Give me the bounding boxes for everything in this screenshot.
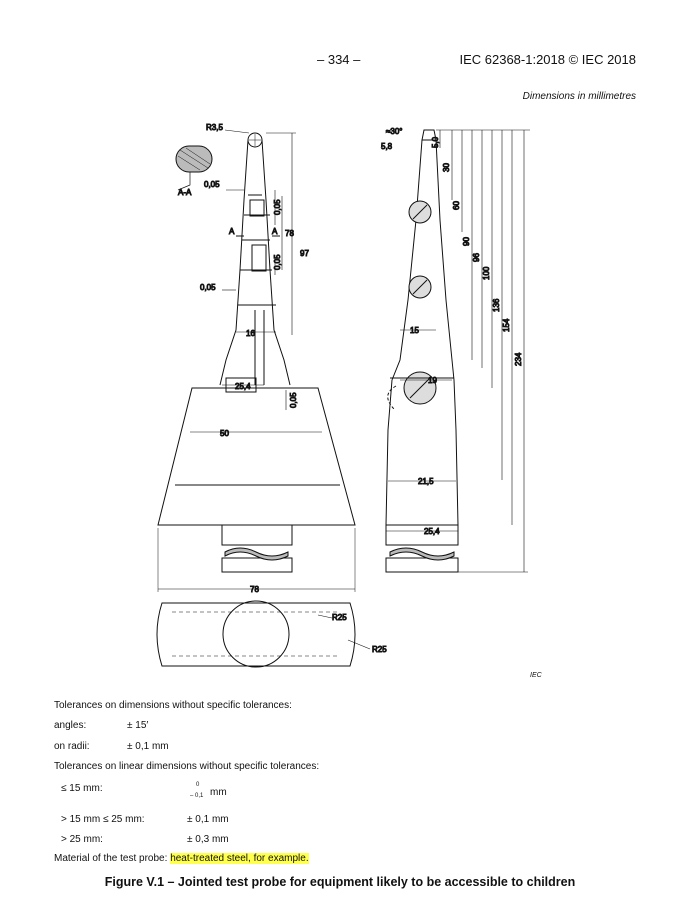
standard-reference: IEC 62368-1:2018 © IEC 2018 (459, 52, 636, 67)
angles-value: ± 15′ (127, 720, 149, 731)
material-label: Material of the test probe: (54, 853, 168, 864)
range2-value: ± 0,1 mm (187, 814, 229, 825)
range3-value: ± 0,3 mm (187, 834, 229, 845)
label-97: 97 (300, 249, 309, 258)
label-58: 5,8 (381, 142, 393, 151)
label-a-right: A (272, 227, 278, 236)
label-r35: R3,5 (206, 123, 223, 132)
label-16: 16 (246, 329, 255, 338)
label-r25a: R25 (332, 613, 347, 622)
label-005-1: 0,05 (204, 180, 220, 189)
technical-drawing (0, 110, 680, 680)
label-154: 154 (502, 318, 511, 332)
material-value: heat-treated steel, for example. (170, 853, 309, 864)
radii-value: ± 0,1 mm (127, 741, 169, 752)
label-215: 21,5 (418, 477, 434, 486)
label-005-3: 0,05 (273, 199, 282, 215)
angles-label: angles: (54, 720, 87, 731)
label-30: 30 (442, 163, 451, 172)
label-234: 234 (514, 352, 523, 366)
label-100: 100 (482, 266, 491, 280)
range2-label: > 15 mm ≤ 25 mm: (61, 814, 145, 825)
label-96: 96 (472, 253, 481, 262)
tolerance-heading-1: Tolerances on dimensions without specific tolerances: (54, 700, 292, 711)
label-005-4: 0,05 (273, 254, 282, 270)
label-ang30: ≈30° (386, 127, 403, 136)
range3-label: > 25 mm: (61, 834, 103, 845)
tolerance-heading-2: Tolerances on linear dimensions without specific tolerances: (54, 761, 320, 772)
figure-caption: Figure V.1 – Jointed test probe for equipment likely to be accessible to children (104, 875, 576, 889)
finger-outline (220, 140, 248, 385)
range1-unit: mm (210, 787, 227, 798)
label-15: 15 (410, 326, 419, 335)
range1-lower: – 0,1 (190, 793, 204, 799)
label-a-left: A (229, 227, 235, 236)
range1-label: ≤ 15 mm: (61, 783, 103, 794)
label-90: 90 (462, 237, 471, 246)
label-005-5: 0,05 (289, 392, 298, 408)
range1-upper: 0 (196, 782, 200, 788)
dimensions-note: Dimensions in millimetres (522, 91, 636, 102)
guard-front (158, 388, 355, 592)
material-line (54, 853, 309, 864)
label-78h: 78 (250, 585, 259, 594)
probe-side-view (386, 130, 530, 572)
label-136: 136 (492, 298, 501, 312)
label-60: 60 (452, 201, 461, 210)
label-50: 50 (220, 429, 229, 438)
label-78v: 78 (285, 229, 294, 238)
label-r25b: R25 (372, 645, 387, 654)
label-254a: 25,4 (235, 382, 251, 391)
label-19: 19 (428, 376, 437, 385)
label-aa: A-A (178, 188, 192, 197)
radii-label: on radii: (54, 741, 90, 752)
label-005-2: 0,05 (200, 283, 216, 292)
label-50v: 5,0 (431, 136, 440, 148)
guard-top-view (157, 601, 370, 667)
page-number: – 334 – (317, 52, 361, 67)
iec-tag: IEC (530, 672, 542, 679)
label-254b: 25,4 (424, 527, 440, 536)
